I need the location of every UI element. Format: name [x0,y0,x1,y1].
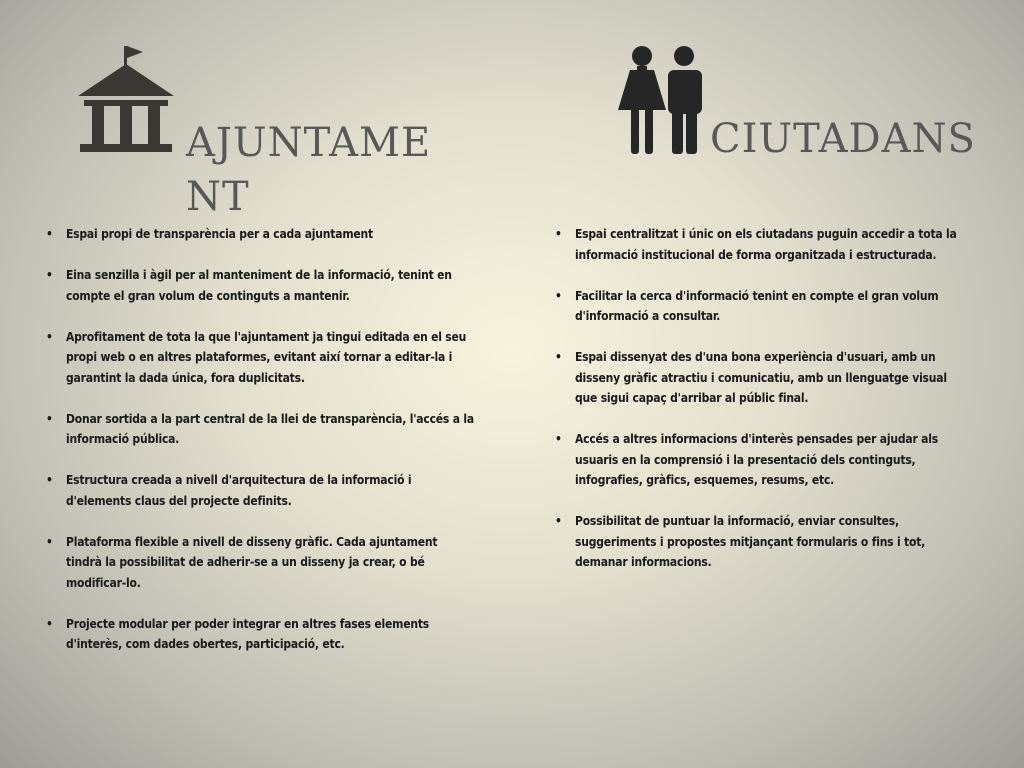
ciutadans-title: CIUTADANS [710,116,976,162]
list-item: • Possibilitat de puntuar la informació, enviar consultes, suggeriments i propostes mitjançant formularis o fins i tot, demanar informacions. [555,511,970,573]
list-item: • Plataforma flexible a nivell de disseny gràfic. Cada ajuntament tindrà la possibilitat de adherir-se a un disseny ja crear, o bé modificar-lo. [46,532,474,594]
list-item: • Eina senzilla i àgil per al manteniment de la informació, tenint en compte el gran volum de continguts a mantenir. [46,265,474,306]
list-item: • Aprofitament de tota la que l'ajuntament ja tingui editada en el seu propi web o en altres plataformes, evitant així tornar a editar-la i garantint la dada única, fora duplicitats. [46,327,474,389]
list-item: • Espai dissenyat des d'una bona experiència d'usuari, amb un disseny gràfic atractiu i comunicatiu, amb un llenguatge visual que sigui capaç d'arribar al públic final. [555,347,970,409]
list-item: • Espai propi de transparència per a cada ajuntament [46,224,474,245]
citizens-icon [616,44,708,156]
list-item: • Projecte modular per poder integrar en altres fases elements d'interès, com dades obertes, participació, etc. [46,614,474,655]
ciutadans-list [555,224,970,593]
list-item: • Facilitar la cerca d'informació tenint en compte el gran volum d'informació a consultar. [555,286,970,327]
list-item: • Donar sortida a la part central de la llei de transparència, l'accés a la informació pública. [46,409,474,450]
list-item: • Estructura creada a nivell d'arquitectura de la informació i d'elements claus del projecte definits. [46,470,474,511]
ajuntament-title: AJUNTAMENT [186,120,432,220]
town-hall-icon [76,44,176,154]
ajuntament-list [46,224,474,675]
list-item: • Accés a altres informacions d'interès pensades per ajudar als usuaris en la comprensió i la presentació dels continguts, infografies, gràfics, esquemes, resums, etc. [555,429,970,491]
list-item: • Espai centralitzat i únic on els ciutadans puguin accedir a tota la informació institucional de forma organitzada i estructurada. [555,224,970,265]
